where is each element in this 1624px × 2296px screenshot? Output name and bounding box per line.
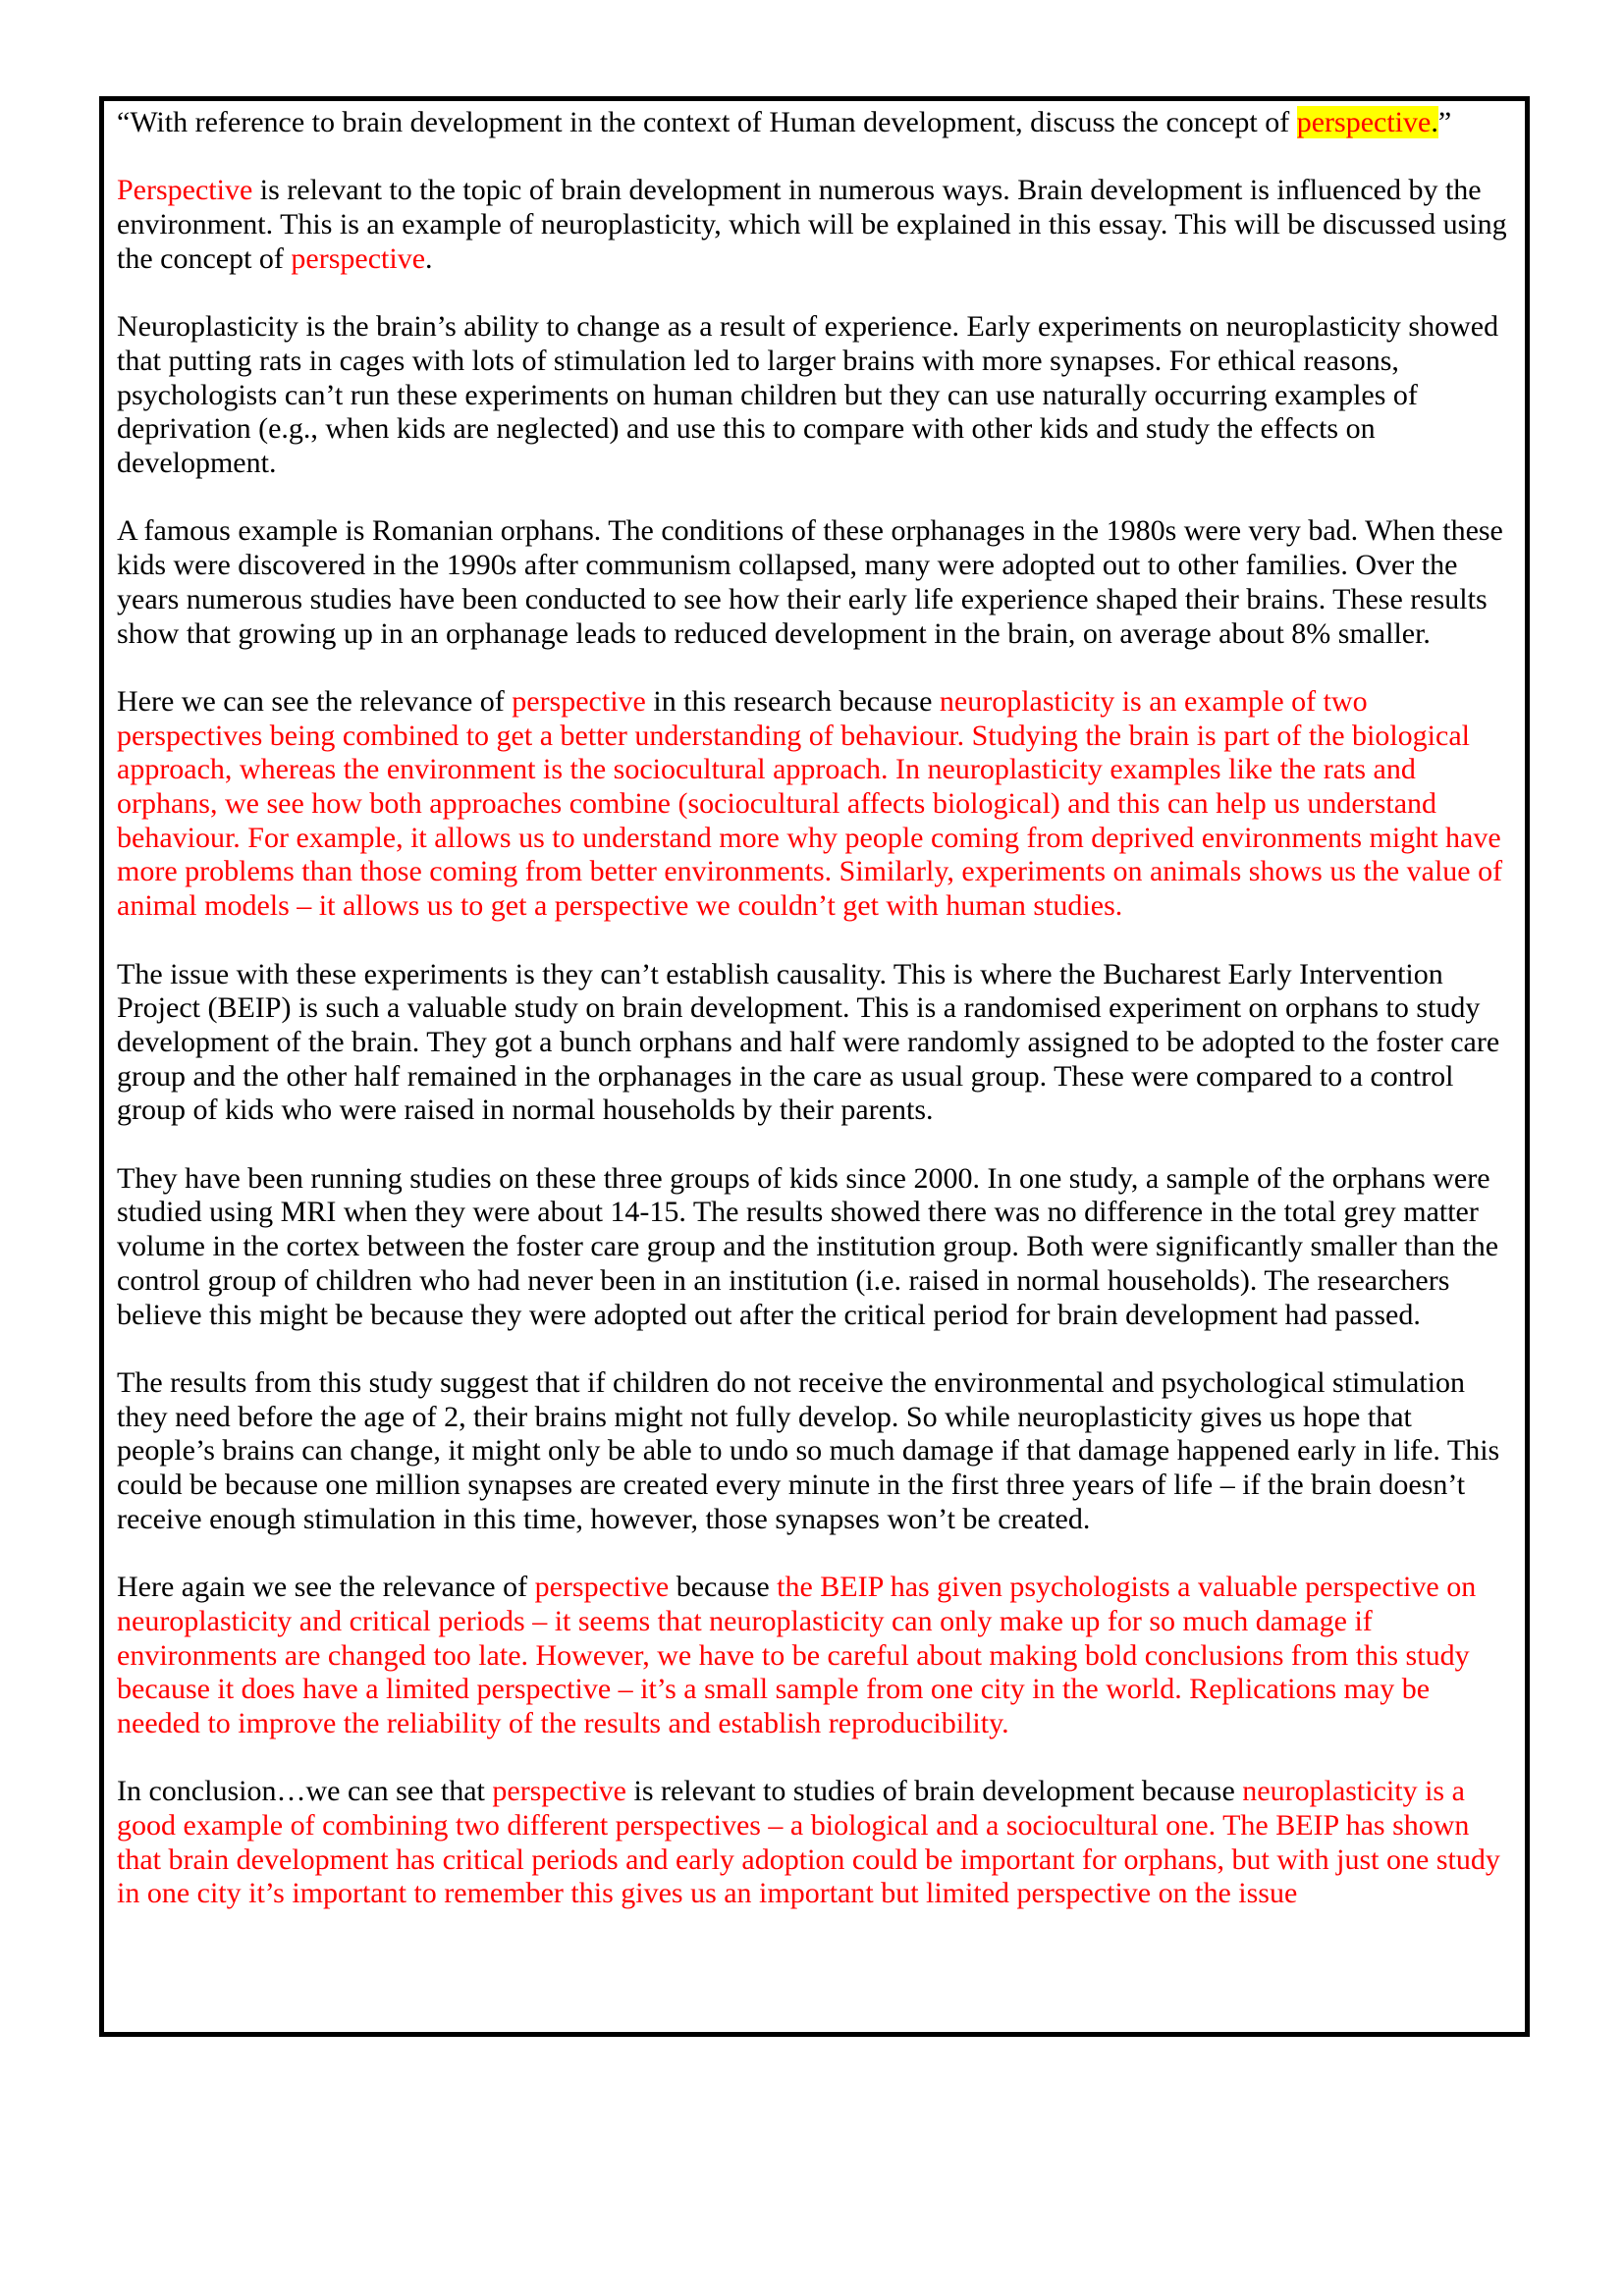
text-run: A famous example is Romanian orphans. The conditions of these orphanages in the 1980s were very bad. When these kids were discovered in the 1990s after communism collapsed, many were adopted out to other families. Over the years numerous studies have been conducted to see how their early life experience shaped their brains. These results show that growing up in an orphanage leads to reduced development in the brain, on average about 8% smaller. xyxy=(117,514,1503,650)
text-run: ” xyxy=(1437,106,1452,138)
text-run: The issue with these experiments is they can’t establish causality. This is where the Bucharest Early Intervention Project (BEIP) is such a valuable study on brain development. This is a randomised experiment on orphans to study development of the brain. They got a bunch orphans and half were randomly assigned to be adopted to the foster care group and the other half remained in the orphanages in the care as usual group. These were compared to a control group of kids who were raised in normal households by their parents. xyxy=(117,957,1500,1127)
text-run: They have been running studies on these three groups of kids since 2000. In one study, a sample of the orphans were studied using MRI when they were about 14-15. The results showed there was no difference in the total grey matter volume in the cortex between the foster care group and the institution group. Both were significantly smaller than the control group of children who had never been in an institution (i.e. raised in normal households). The researchers believe this might be because they were adopted out after the critical period for brain development had passed. xyxy=(117,1161,1499,1331)
text-run: is relevant to studies of brain development because xyxy=(625,1775,1243,1808)
text-run: In conclusion…we can see that xyxy=(117,1775,493,1808)
text-run: is relevant to the topic of brain development in numerous ways. Brain development is influenced by the environment. This is an example of neuroplasticity, which will be explained in this essay. This will be discussed using the concept of xyxy=(117,174,1507,275)
romanian-orphans-paragraph xyxy=(117,514,1512,651)
text-run: in this research because xyxy=(645,684,940,718)
text-run: “With reference to brain development in the context of Human development, discuss the concept of xyxy=(117,106,1297,138)
highlighted-term: perspective xyxy=(1296,106,1432,138)
neuroplasticity-paragraph xyxy=(117,310,1512,481)
text-run: because xyxy=(669,1571,778,1604)
text-run: Here again we see the relevance of xyxy=(117,1571,535,1604)
text-run: Neuroplasticity is the brain’s ability to change as a result of experience. Early experiments on neuroplasticity showed that putting rats in cages with lots of stimulation led to larger brains with more synapses. For ethical reasons, psychologists can’t run these experiments on human children but they can use naturally occurring examples of deprivation (e.g., when kids are neglected) and use this to compare with other kids and study the effects on development. xyxy=(117,310,1499,479)
mri-study-paragraph xyxy=(117,1162,1512,1333)
essay-content xyxy=(117,106,1512,1911)
relevance-paragraph-1 xyxy=(117,685,1512,924)
red-text-run: the BEIP has given psychologists a valuable perspective on neuroplasticity and critical periods – it seems that neuroplasticity can only make up for so much damage if environments are changed too late. However, we have to be careful about making bold conclusions from this study because it does have a limited perspective – it’s a small sample from one city in the world. Replications may be needed to improve the reliability of the results and establish reproducibility. xyxy=(117,1571,1477,1739)
beip-paragraph xyxy=(117,958,1512,1129)
red-text-run: perspective xyxy=(512,684,646,718)
text-run: Here we can see the relevance of xyxy=(117,684,513,718)
intro-paragraph xyxy=(117,174,1512,276)
red-text-run: perspective xyxy=(291,241,426,275)
red-text-run: neuroplasticity is a good example of combining two different perspectives – a biological and a sociocultural one. The BEIP has shown that brain development has critical periods and early adoption could be important for orphans, but with just one study in one city it’s important to remember this gives us an important but limited perspective on the issue xyxy=(117,1775,1500,1910)
essay-box xyxy=(99,96,1530,2037)
red-text-run: neuroplasticity is an example of two perspectives being combined to get a better understanding of behaviour. Studying the brain is part of the biological approach, whereas the environment is the sociocultural approach. In neuroplasticity examples like the rats and orphans, we see how both approaches combine (sociocultural affects biological) and this can help us understand behaviour. For example, it allows us to understand more why people coming from deprived environments might have more problems than those coming from better environments. Similarly, experiments on animals shows us the value of animal models – it allows us to get a perspective we couldn’t get with human studies. xyxy=(117,684,1503,923)
highlighted-term: . xyxy=(1431,106,1438,138)
text-run: The results from this study suggest that if children do not receive the environmental and psychological stimulation they need before the age of 2, their brains might not fully develop. So while neuroplasticity gives us hope that people’s brains can change, it might only be able to undo so much damage if that damage happened early in life. This could be because one million synapses are created every minute in the first three years of life – if the brain doesn’t receive enough stimulation in this time, however, those synapses won’t be created. xyxy=(117,1365,1500,1535)
conclusion-paragraph xyxy=(117,1775,1512,1911)
red-text-run: Perspective xyxy=(117,174,253,207)
red-text-run: perspective xyxy=(492,1775,626,1808)
results-paragraph xyxy=(117,1366,1512,1537)
essay-question xyxy=(117,106,1512,140)
relevance-paragraph-2 xyxy=(117,1571,1512,1741)
red-text-run: perspective xyxy=(534,1571,670,1604)
text-run: . xyxy=(425,241,433,275)
